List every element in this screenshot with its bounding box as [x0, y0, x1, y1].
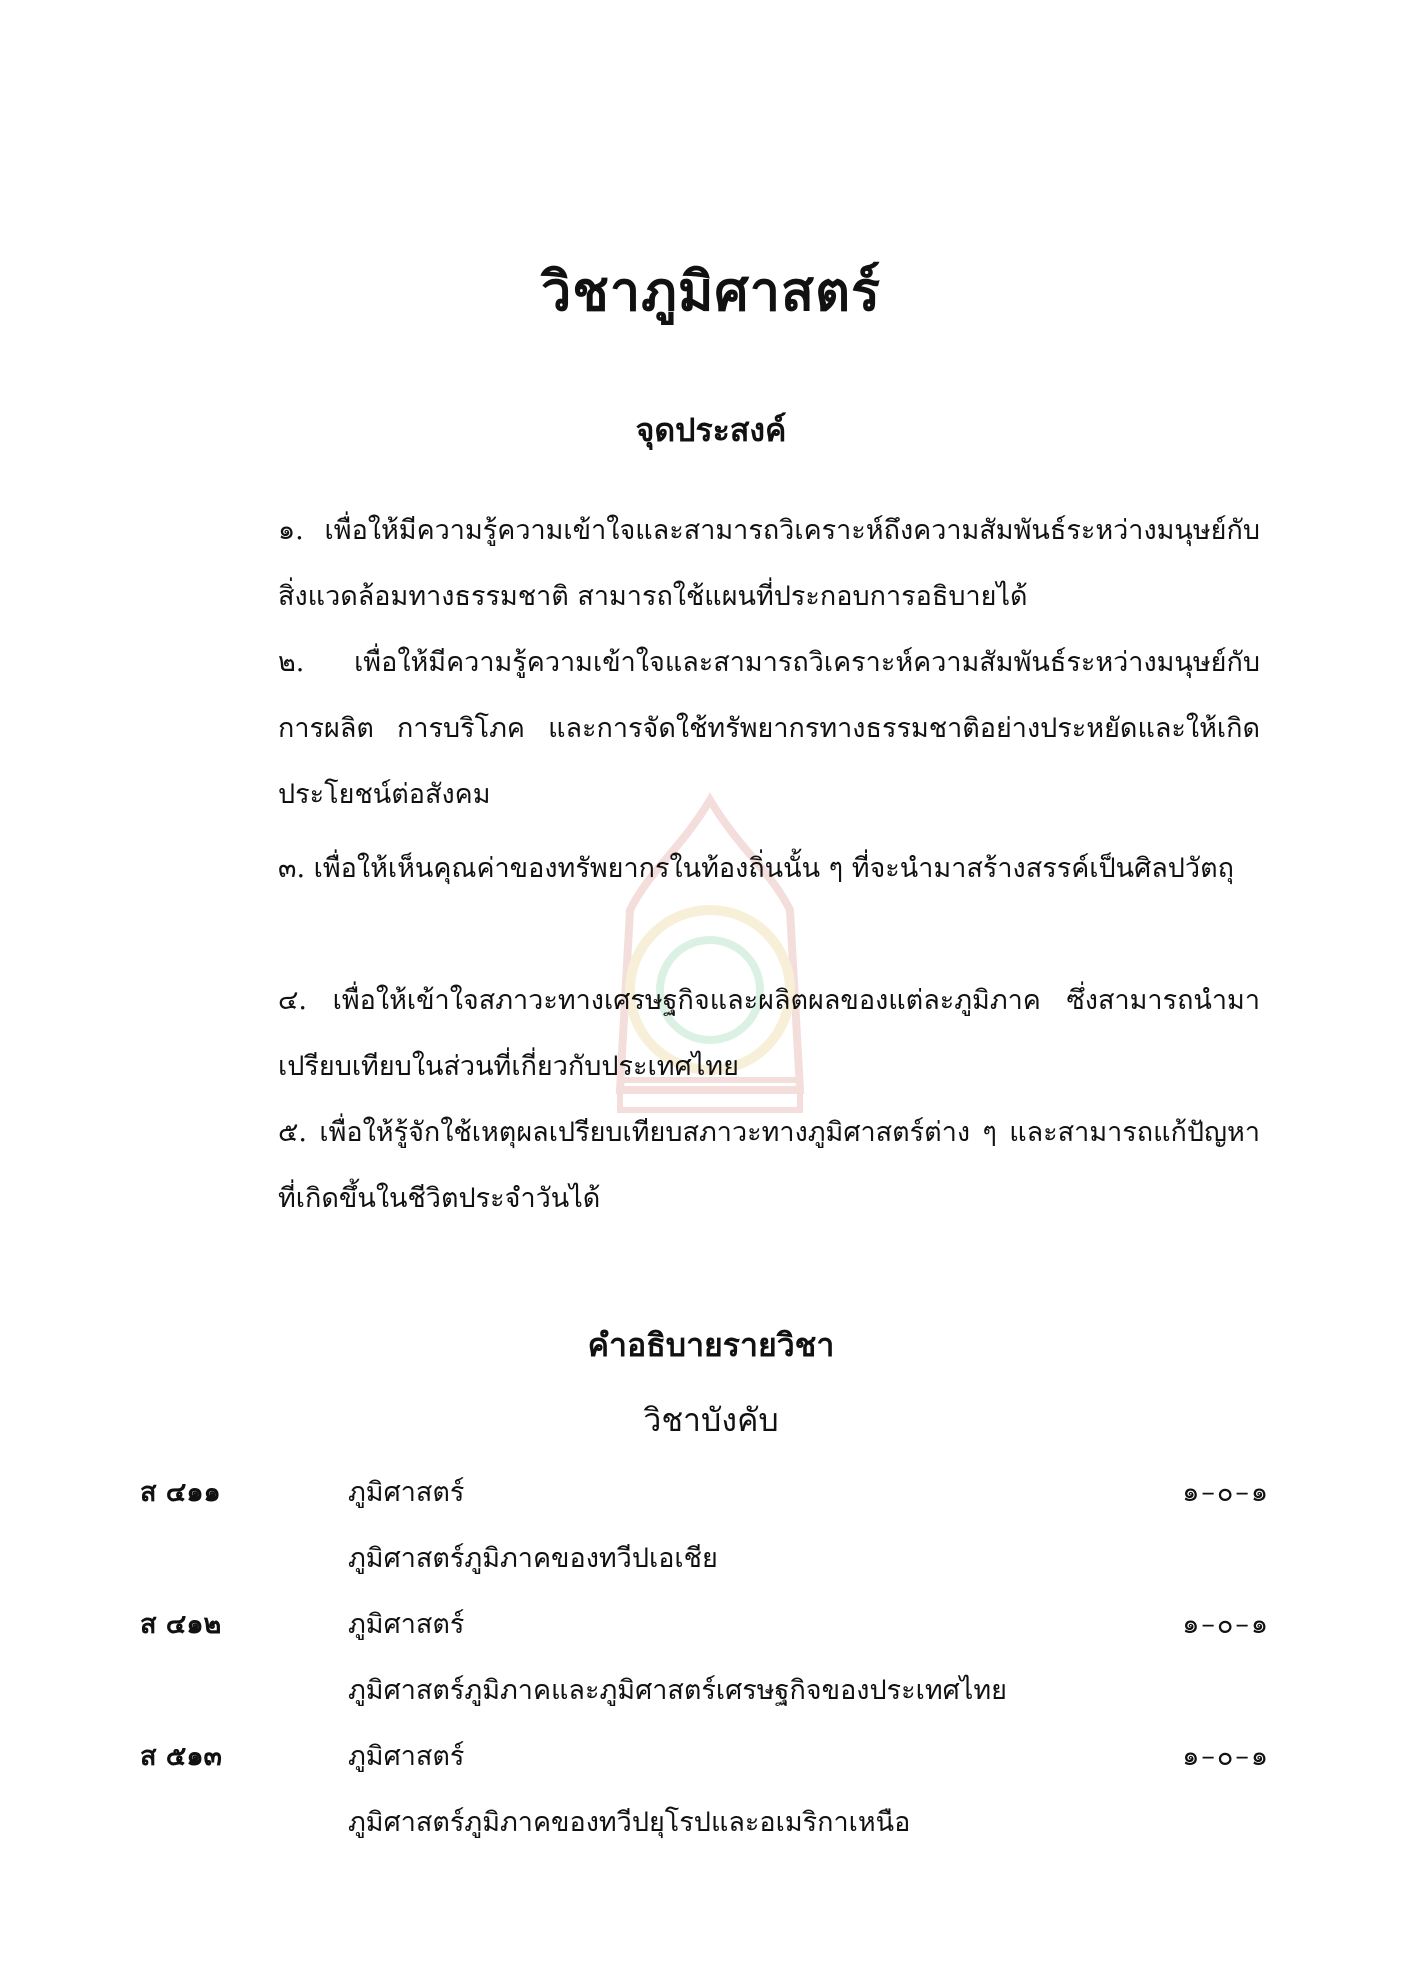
required-heading: วิชาบังคับ	[643, 1401, 779, 1439]
objective-item	[140, 1100, 1260, 1232]
course-row	[140, 1592, 1270, 1658]
course-description: ภูมิศาสตร์ภูมิภาคและภูมิศาสตร์เศรษฐกิจของประเทศไทย	[348, 1675, 1007, 1706]
course-code: ส ๔๑๒	[140, 1609, 222, 1640]
objective-text: เพื่อให้รู้จักใช้เหตุผลเปรียบเทียบสภาวะทางภูมิศาสตร์ต่าง ๆ และสามารถแก้ปัญหาที่เกิดขึ้นในชีวิตประจำวันได้	[278, 1117, 1260, 1214]
course-name: ภูมิศาสตร์	[348, 1609, 465, 1640]
objective-item	[140, 498, 1260, 630]
objective-text: เพื่อให้เห็นคุณค่าของทรัพยากรในท้องถิ่นนั้น ๆ ที่จะนำมาสร้างสรรค์เป็นศิลปวัตถุ	[313, 853, 1234, 884]
course-code: ส ๔๑๑	[140, 1477, 221, 1508]
objectives-heading: จุดประสงค์	[635, 411, 787, 449]
course-row	[140, 1460, 1270, 1526]
description-heading: คำอธิบายรายวิชา	[587, 1326, 835, 1364]
course-name: ภูมิศาสตร์	[348, 1477, 465, 1508]
course-code: ส ๕๑๓	[140, 1741, 222, 1772]
objective-number: ๒.	[278, 647, 305, 678]
objective-number: ๑.	[278, 515, 304, 546]
objective-text: เพื่อให้มีความรู้ความเข้าใจและสามารถวิเคราะห์ความสัมพันธ์ระหว่างมนุษย์กับการผลิต การบริโภค และการจัดใช้ทรัพยากรทางธรรมชาติอย่างประหยัดและให้เกิดประโยชน์ต่อสังคม	[278, 647, 1260, 810]
course-row	[140, 1724, 1270, 1790]
objective-text: เพื่อให้มีความรู้ความเข้าใจและสามารถวิเคราะห์ถึงความสัมพันธ์ระหว่างมนุษย์กับสิ่งแวดล้อมทางธรรมชาติ สามารถใช้แผนที่ประกอบการอธิบายได้	[278, 515, 1260, 612]
objective-item	[140, 836, 1260, 902]
course-description: ภูมิศาสตร์ภูมิภาคของทวีปยุโรปและอเมริกาเหนือ	[348, 1807, 911, 1838]
page-title: วิชาภูมิศาสตร์	[540, 259, 882, 323]
course-description: ภูมิศาสตร์ภูมิภาคของทวีปเอเชีย	[348, 1543, 718, 1574]
course-credit: ๑–๐–๑	[1182, 1477, 1270, 1508]
objective-number: ๕.	[278, 1117, 308, 1148]
course-credit: ๑–๐–๑	[1182, 1741, 1270, 1772]
course-credit: ๑–๐–๑	[1182, 1609, 1270, 1640]
objective-item	[140, 630, 1260, 828]
objective-item	[140, 968, 1260, 1100]
course-name: ภูมิศาสตร์	[348, 1741, 465, 1772]
objective-text: เพื่อให้เข้าใจสภาวะทางเศรษฐกิจและผลิตผลของแต่ละภูมิภาค ซึ่งสามารถนำมาเปรียบเทียบในส่วนที่เกี่ยวกับประเทศไทย	[278, 985, 1260, 1082]
objective-number: ๓.	[278, 853, 306, 884]
objective-number: ๔.	[278, 985, 308, 1016]
